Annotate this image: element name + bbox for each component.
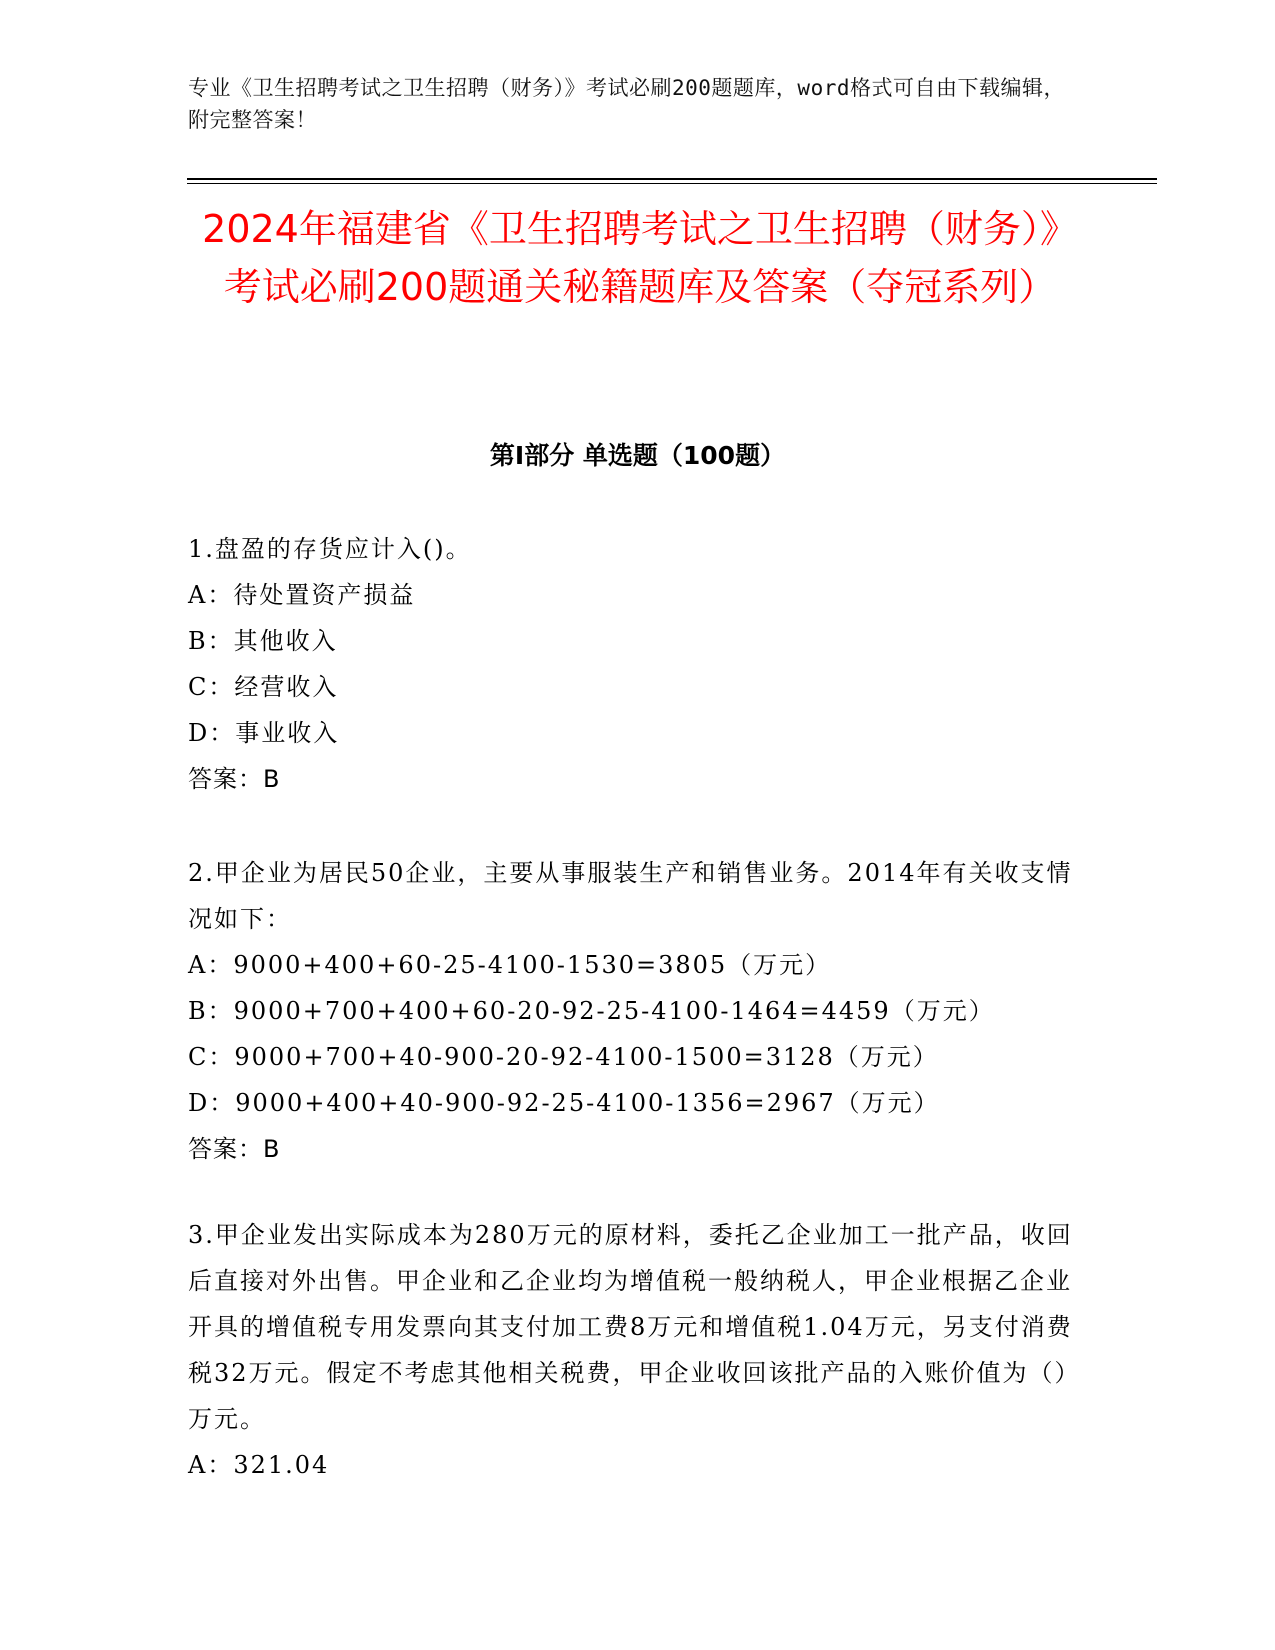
- option-a: A：待处置资产损益: [188, 581, 416, 609]
- question-1: [188, 526, 1088, 802]
- answer: 答案：B: [188, 1135, 281, 1163]
- header-divider-thin: [187, 183, 1157, 184]
- question-stem: 2.甲企业为居民50企业，主要从事服装生产和销售业务。2014年有关收支情况如下：: [188, 859, 1073, 933]
- option-a: A：9000+400+60-25-4100-1530=3805（万元）: [188, 951, 832, 979]
- question-2: [188, 850, 1088, 1172]
- question-stem: 1.盘盈的存货应计入()。: [188, 535, 472, 563]
- question-stem: 3.甲企业发出实际成本为280万元的原材料，委托乙企业加工一批产品，收回后直接对外出售。甲企业和乙企业均为增值税一般纳税人，甲企业根据乙企业开具的增值税专用发票向其支付加工费8万元和增值税1.04万元，另支付消费税32万元。假定不考虑其他相关税费，甲企业收回该批产品的入账价值为（）万元。: [188, 1221, 1081, 1433]
- section-title: 第Ⅰ部分 单选题（100题）: [489, 441, 786, 470]
- option-a: A：321.04: [188, 1451, 330, 1479]
- option-b: B：9000+700+400+60-20-92-25-4100-1464=4459（万元）: [188, 997, 995, 1025]
- answer: 答案：B: [188, 765, 281, 793]
- option-d: D：9000+400+40-900-92-25-4100-1356=2967（万元）: [188, 1089, 940, 1117]
- header-divider: [187, 178, 1157, 180]
- option-d: D：事业收入: [188, 719, 340, 747]
- option-b: B：其他收入: [188, 627, 338, 655]
- document-title: 2024年福建省《卫生招聘考试之卫生招聘（财务）》考试必刷200题通关秘籍题库及答案（夺冠系列）: [202, 207, 1078, 309]
- option-c: C：经营收入: [188, 673, 339, 701]
- option-c: C：9000+700+40-900-20-92-4100-1500=3128（万元）: [188, 1043, 939, 1071]
- header-note: 专业《卫生招聘考试之卫生招聘（财务）》考试必刷200题题库，word格式可自由下载编辑，附完整答案！: [188, 76, 1065, 132]
- question-3: [188, 1212, 1088, 1488]
